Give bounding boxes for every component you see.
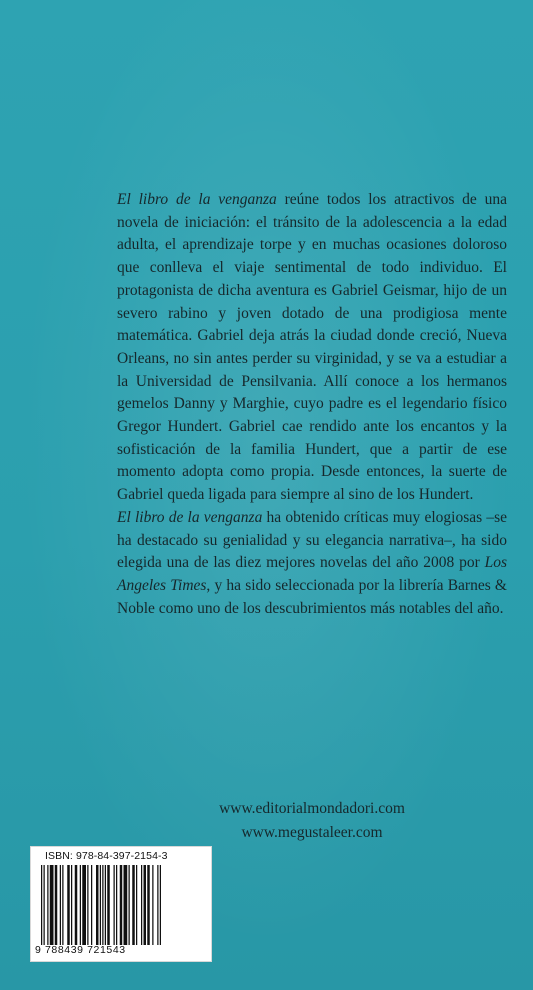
barcode-bar [67,865,70,945]
barcode-bar [60,865,61,945]
barcode-bar [132,865,135,945]
barcode-bar [82,865,86,945]
barcode-bar [114,865,115,945]
barcode-bar [91,865,92,945]
barcode-bar [129,865,130,945]
barcode-bar [124,865,128,945]
blurb-paragraph-2 [117,507,507,621]
publisher-websites [117,797,507,845]
barcode-bar [144,865,147,945]
barcode-bar [44,865,45,945]
blurb-paragraph-2-text-a: ha obtenido críticas muy elogiosas –se ha destacado su genialidad y su elegancia narrativa–, ha sido elegida una de las diez mejores novelas del año 2008 por [117,508,507,572]
book-title-italic: El libro de la venganza [117,508,263,526]
isbn-barcode [30,846,212,962]
barcode-bar [100,865,101,945]
barcode-bar [71,865,72,945]
barcode-bar [157,865,158,945]
barcode-bar [41,865,42,945]
barcode-bar [107,865,110,945]
barcode-bar [55,865,58,945]
barcode-bar [120,865,123,945]
barcode-bar [147,865,150,945]
website-mondadori[interactable]: www.editorialmondadori.com [219,800,405,817]
newspaper-name-italic: Los Angeles Times [117,554,507,594]
barcode-bar [62,865,63,945]
barcode-bars [41,865,205,945]
barcode-bar [102,865,103,945]
barcode-bar [152,865,153,945]
blurb-paragraph-1 [117,189,507,507]
barcode-bar [136,865,137,945]
barcode-bar [75,865,78,945]
barcode-bar [116,865,117,945]
book-title-italic: El libro de la venganza [117,191,277,208]
blurb-text [117,189,507,620]
website-megustaleer[interactable]: www.megustaleer.com [241,824,383,841]
barcode-bar [141,865,142,945]
barcode-digits: 9 788439 721543 [35,944,126,956]
isbn-label: ISBN: 978-84-397-2154-3 [45,850,168,862]
barcode-bar [50,865,54,945]
barcode-bar [96,865,99,945]
barcode-bar [80,865,81,945]
blurb-paragraph-2-text-b: , y ha sido seleccionada por la librería Barnes & Noble como uno de los descubrimientos más notables del año. [117,576,507,617]
barcode-bar [160,865,161,945]
barcode-bar [47,865,48,945]
blurb-paragraph-1-text: reúne todos los atractivos de una novela de iniciación: el tránsito de la adolescencia a la edad adulta, el aprendizaje torpe y en muchas ocasiones doloroso que conlleva el viaje sentimental de todo individuo. El protagonista de dicha aventura es Gabriel Geismar, hijo de un severo rabino y joven dotado de una prodigiosa mente matemática. Gabriel deja atrás la ciudad donde creció, Nueva Orleans, no sin antes perder su virginidad, y se va a estudiar a la Universidad de Pensilvania. Allí conoce a los hermanos gemelos Danny y Marghie, cuyo padre es el legendario físico Gregor Hundert. Gabriel cae rendido ante los encantos y la sofisticación de la familia Hundert, que a partir de ese momento adopta como propia. Desde entonces, la suerte de Gabriel queda ligada para siempre al sino de los Hundert. [117,191,507,504]
barcode-bar [105,865,106,945]
barcode-bar [87,865,88,945]
